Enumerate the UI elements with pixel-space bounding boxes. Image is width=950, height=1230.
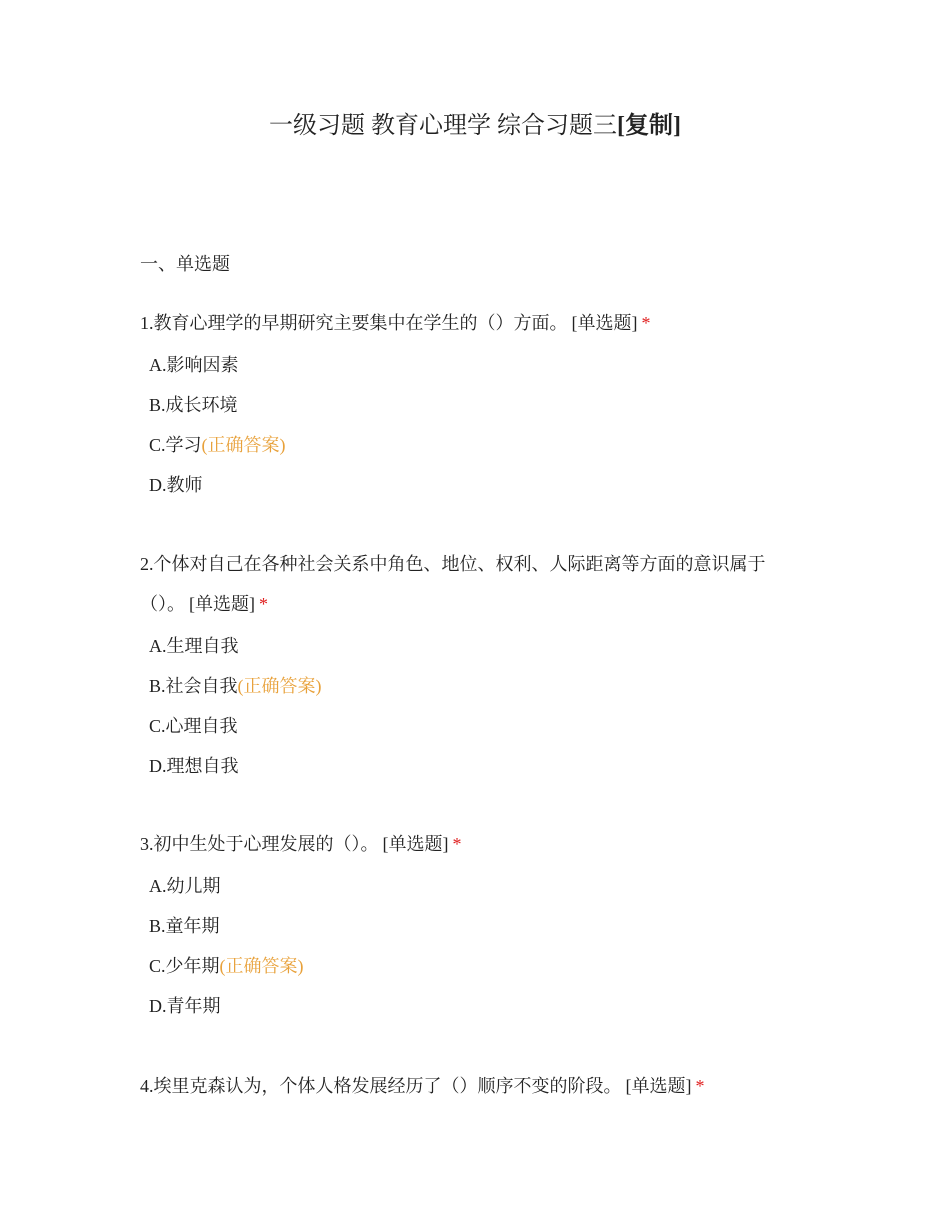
option-item: [140, 706, 800, 746]
question-stem: 1.教育心理学的早期研究主要集中在学生的（）方面。: [140, 313, 568, 333]
title-copy-suffix: [复制]: [617, 113, 681, 139]
option-label: D.理想自我: [149, 756, 239, 776]
option-label: C.心理自我: [149, 716, 238, 736]
option-list: [140, 626, 800, 786]
option-item: [140, 626, 800, 666]
question-text: [140, 824, 800, 864]
option-label: B.成长环境: [149, 395, 238, 415]
option-item: [140, 385, 800, 425]
required-asterisk: *: [259, 594, 268, 614]
required-asterisk: *: [452, 834, 462, 854]
question-text: [140, 544, 800, 624]
correct-answer-badge: (正确答案): [237, 676, 322, 696]
option-item: [140, 425, 800, 465]
option-list: [140, 345, 800, 505]
option-item: [140, 866, 800, 906]
option-item: [140, 906, 800, 946]
correct-answer-badge: (正确答案): [201, 435, 286, 455]
option-label: C.学习: [149, 435, 202, 455]
option-label: A.生理自我: [149, 636, 239, 656]
question-type-label: [单选题]: [571, 313, 638, 333]
option-label: B.社会自我: [149, 676, 238, 696]
option-list: [140, 866, 800, 1026]
question-stem: 2.个体对自己在各种社会关系中角色、地位、权利、人际距离等方面的意识属于（）。: [140, 554, 766, 614]
option-item: [140, 666, 800, 706]
question-type-label: [单选题]: [382, 834, 449, 854]
question-2: [140, 544, 800, 786]
option-item: [140, 746, 800, 786]
question-type-label: [单选题]: [625, 1076, 692, 1096]
required-asterisk: *: [641, 313, 651, 333]
question-4: [140, 1066, 800, 1106]
option-label: D.青年期: [149, 996, 221, 1016]
option-label: B.童年期: [149, 916, 220, 936]
correct-answer-badge: (正确答案): [219, 956, 304, 976]
option-item: [140, 946, 800, 986]
question-stem: 4.埃里克森认为，个体人格发展经历了（）顺序不变的阶段。: [140, 1076, 622, 1096]
question-text: [140, 303, 800, 343]
option-label: A.幼儿期: [149, 876, 221, 896]
question-text: [140, 1066, 800, 1106]
question-3: [140, 824, 800, 1026]
section-heading: 一、单选题: [140, 254, 230, 274]
question-type-label: [单选题]: [189, 594, 255, 614]
page-title: [0, 108, 950, 144]
question-1: [140, 303, 800, 505]
option-item: [140, 465, 800, 505]
option-label: D.教师: [149, 475, 203, 495]
title-text: 一级习题 教育心理学 综合习题三: [269, 113, 617, 139]
question-stem: 3.初中生处于心理发展的（）。: [140, 834, 379, 854]
required-asterisk: *: [695, 1076, 705, 1096]
option-item: [140, 345, 800, 385]
option-label: A.影响因素: [149, 355, 239, 375]
option-item: [140, 986, 800, 1026]
option-label: C.少年期: [149, 956, 220, 976]
